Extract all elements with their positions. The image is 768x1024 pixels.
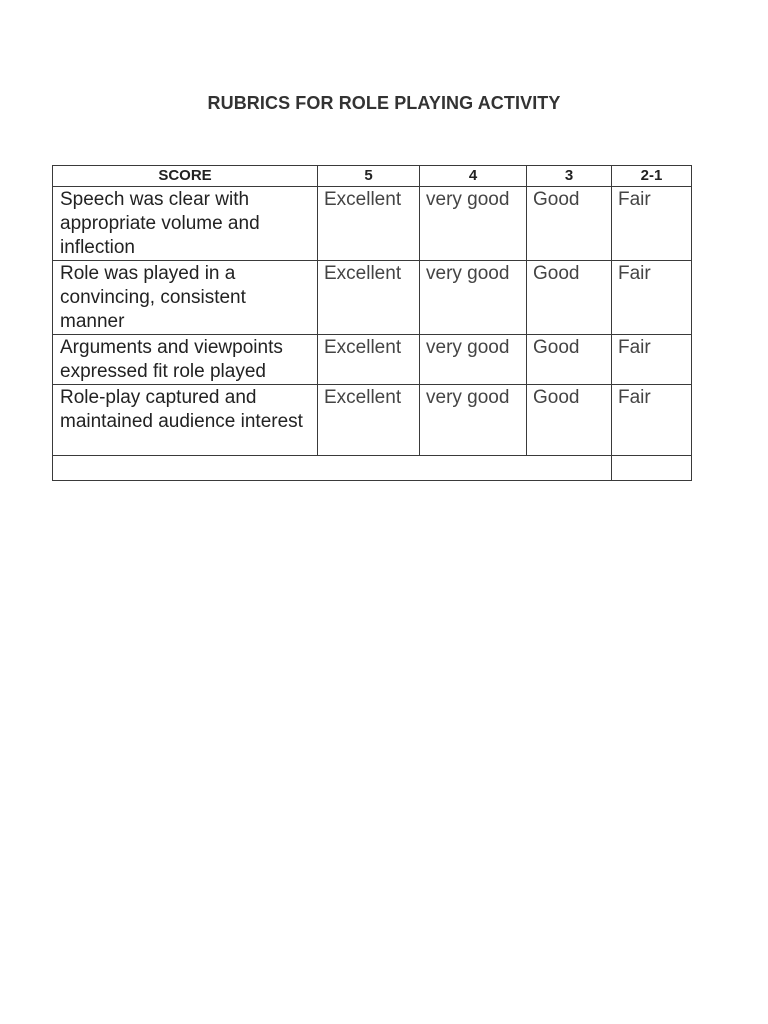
rating-cell: Good <box>527 335 612 385</box>
rating-cell: Fair <box>612 261 692 335</box>
header-5: 5 <box>318 166 420 187</box>
table-row <box>53 261 692 335</box>
rating-cell: very good <box>420 261 527 335</box>
rating-cell: Fair <box>612 385 692 456</box>
rubric-table <box>52 165 692 481</box>
header-2-1: 2-1 <box>612 166 692 187</box>
table-row <box>53 187 692 261</box>
rating-cell: Good <box>527 385 612 456</box>
rating-cell: very good <box>420 187 527 261</box>
table-row <box>53 335 692 385</box>
rating-cell: Good <box>527 261 612 335</box>
rating-cell: Excellent <box>318 335 420 385</box>
header-score: SCORE <box>53 166 318 187</box>
rating-cell: Fair <box>612 187 692 261</box>
table-header-row <box>53 166 692 187</box>
header-4: 4 <box>420 166 527 187</box>
rating-cell: Fair <box>612 335 692 385</box>
rating-cell: Excellent <box>318 187 420 261</box>
rating-cell: very good <box>420 385 527 456</box>
page-title: RUBRICS FOR ROLE PLAYING ACTIVITY <box>207 93 561 113</box>
criterion-cell: Role-play captured and maintained audience interest <box>53 385 318 456</box>
header-3: 3 <box>527 166 612 187</box>
rating-cell: Excellent <box>318 385 420 456</box>
total-value-cell <box>612 456 692 481</box>
table-row <box>53 385 692 456</box>
criterion-cell: Arguments and viewpoints expressed fit role played <box>53 335 318 385</box>
criterion-cell: Role was played in a convincing, consistent manner <box>53 261 318 335</box>
total-row <box>53 456 692 481</box>
rating-cell: very good <box>420 335 527 385</box>
criterion-cell: Speech was clear with appropriate volume and inflection <box>53 187 318 261</box>
total-label-cell <box>53 456 612 481</box>
rating-cell: Excellent <box>318 261 420 335</box>
rating-cell: Good <box>527 187 612 261</box>
